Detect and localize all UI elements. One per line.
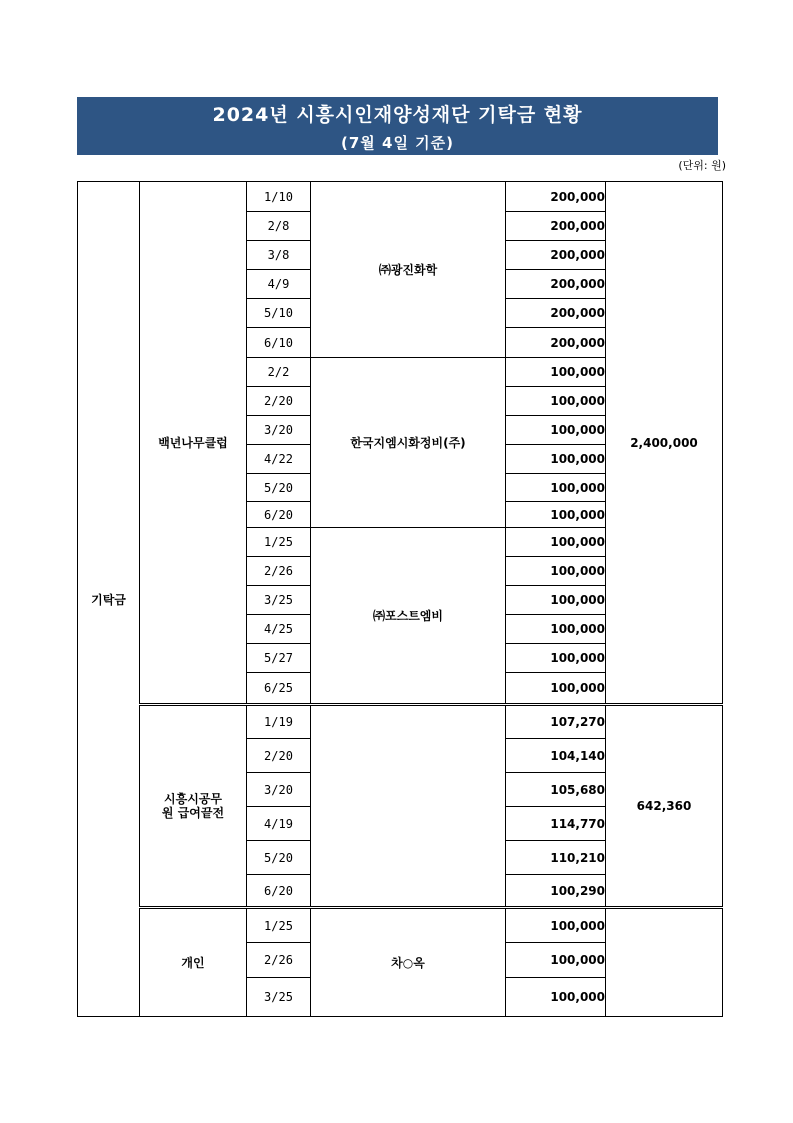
group-name-cell: 시흥시공무원 급여끝전 <box>140 705 247 908</box>
date-cell: 2/26 <box>247 943 311 978</box>
date-cell: 2/2 <box>247 358 311 387</box>
amount-cell: 105,680 <box>506 773 606 807</box>
date-cell: 6/10 <box>247 328 311 358</box>
donor-name-cell: ㈜포스트엠비 <box>311 528 506 705</box>
amount-cell: 100,000 <box>506 586 606 615</box>
date-cell: 1/19 <box>247 705 311 739</box>
donation-table <box>77 181 723 1017</box>
date-cell: 4/22 <box>247 445 311 474</box>
amount-cell: 110,210 <box>506 841 606 875</box>
date-cell: 1/25 <box>247 528 311 557</box>
amount-cell: 200,000 <box>506 270 606 299</box>
category-cell: 기탁금 <box>78 182 140 1017</box>
amount-cell: 100,000 <box>506 644 606 673</box>
date-cell: 2/26 <box>247 557 311 586</box>
date-cell: 5/27 <box>247 644 311 673</box>
page-subtitle: (7월 4일 기준) <box>341 134 454 152</box>
amount-cell: 100,000 <box>506 474 606 502</box>
amount-cell: 100,000 <box>506 445 606 474</box>
amount-cell: 200,000 <box>506 212 606 241</box>
donor-name-cell <box>311 705 506 908</box>
amount-cell: 200,000 <box>506 182 606 212</box>
amount-cell: 100,000 <box>506 557 606 586</box>
amount-cell: 100,000 <box>506 943 606 978</box>
date-cell: 5/20 <box>247 474 311 502</box>
amount-cell: 104,140 <box>506 739 606 773</box>
amount-cell: 100,000 <box>506 416 606 445</box>
donor-name-cell: 한국지엠시화정비(주) <box>311 358 506 528</box>
date-cell: 2/8 <box>247 212 311 241</box>
date-cell: 3/8 <box>247 241 311 270</box>
date-cell: 2/20 <box>247 739 311 773</box>
date-cell: 3/20 <box>247 773 311 807</box>
donor-name-cell: ㈜광진화학 <box>311 182 506 358</box>
date-cell: 5/10 <box>247 299 311 328</box>
amount-cell: 100,290 <box>506 875 606 908</box>
unit-label: (단위: 원) <box>678 159 726 172</box>
group-total-cell: 2,400,000 <box>606 182 723 705</box>
amount-cell: 100,000 <box>506 978 606 1017</box>
date-cell: 3/25 <box>247 586 311 615</box>
date-cell: 1/25 <box>247 908 311 943</box>
table-row <box>78 908 723 943</box>
amount-cell: 107,270 <box>506 705 606 739</box>
date-cell: 6/20 <box>247 875 311 908</box>
title-banner <box>77 97 718 155</box>
group-total-cell <box>606 908 723 1017</box>
group-total-cell: 642,360 <box>606 705 723 908</box>
date-cell: 4/9 <box>247 270 311 299</box>
amount-cell: 100,000 <box>506 528 606 557</box>
amount-cell: 200,000 <box>506 299 606 328</box>
amount-cell: 100,000 <box>506 908 606 943</box>
group-name-cell: 개인 <box>140 908 247 1017</box>
date-cell: 2/20 <box>247 387 311 416</box>
amount-cell: 100,000 <box>506 358 606 387</box>
date-cell: 3/20 <box>247 416 311 445</box>
page-title: 2024년 시흥시인재양성재단 기탁금 현황 <box>212 104 583 126</box>
date-cell: 1/10 <box>247 182 311 212</box>
date-cell: 6/25 <box>247 673 311 705</box>
amount-cell: 114,770 <box>506 807 606 841</box>
table-row <box>78 182 723 212</box>
date-cell: 3/25 <box>247 978 311 1017</box>
group-name-cell: 백년나무클럽 <box>140 182 247 705</box>
table-row <box>78 705 723 739</box>
donor-name-cell: 차○옥 <box>311 908 506 1017</box>
amount-cell: 200,000 <box>506 241 606 270</box>
amount-cell: 100,000 <box>506 387 606 416</box>
amount-cell: 100,000 <box>506 673 606 705</box>
amount-cell: 200,000 <box>506 328 606 358</box>
date-cell: 5/20 <box>247 841 311 875</box>
amount-cell: 100,000 <box>506 615 606 644</box>
date-cell: 4/19 <box>247 807 311 841</box>
date-cell: 6/20 <box>247 502 311 528</box>
date-cell: 4/25 <box>247 615 311 644</box>
amount-cell: 100,000 <box>506 502 606 528</box>
